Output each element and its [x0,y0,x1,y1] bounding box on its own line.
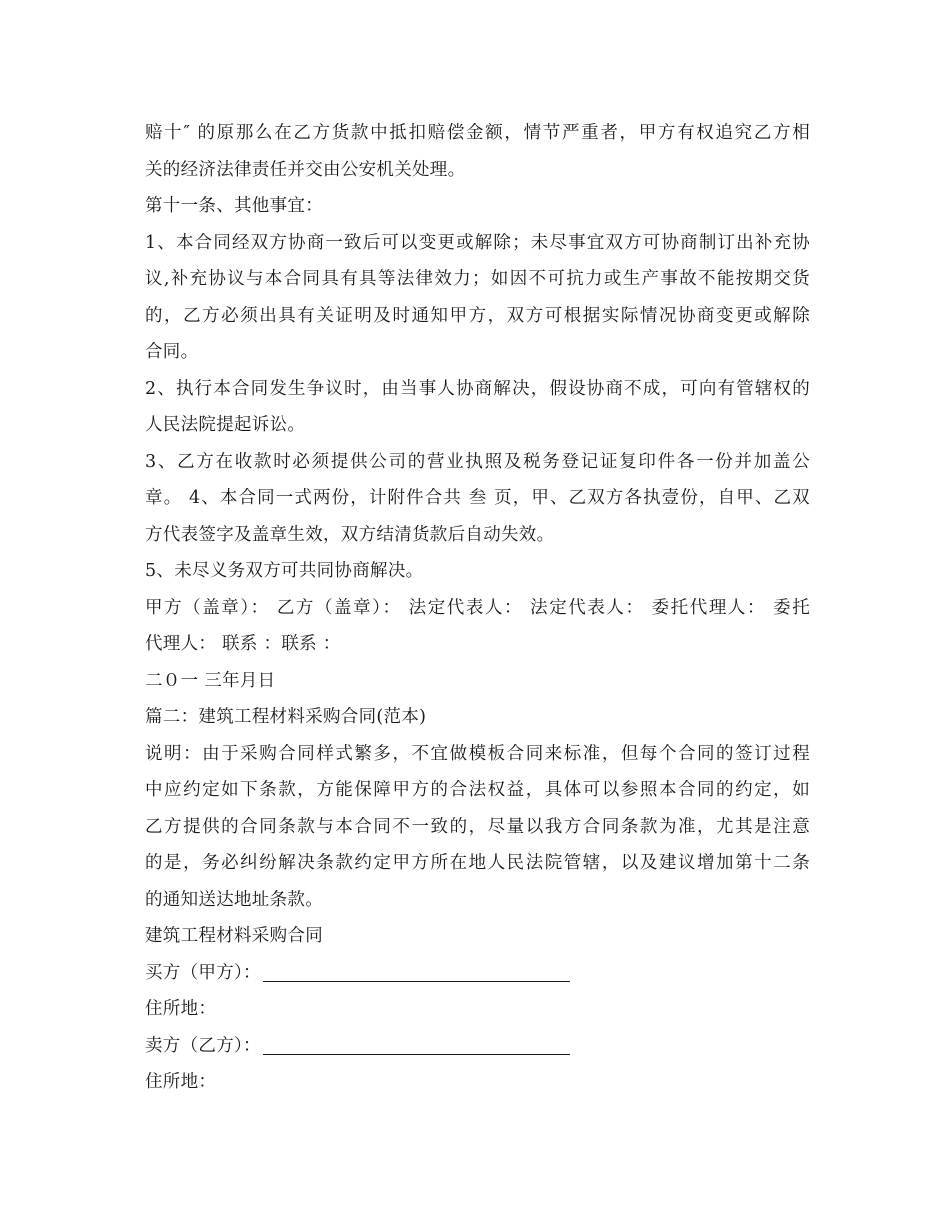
note-line: 中应约定如下条款，方能保障甲方的合法权益，具体可以参照本合同的约定，如 [145,780,810,800]
section-title: 篇二：建筑工程材料采购合同(范本) [145,707,427,727]
buyer-row [145,955,810,992]
buyer-label: 买方（甲方）： [145,962,261,983]
contract-title: 建筑工程材料采购合同 [145,926,323,946]
date-line: 二０一 三年月日 [145,670,276,691]
note-line: 乙方提供的合同条款与本合同不一致的，尽量以我方合同条款为准，尤其是注意 [145,816,810,837]
note-line: 的通知送达地址条款。 [145,889,323,910]
document-page [145,115,810,1101]
paragraph-line: 赔十″ 的原那么在乙方货款中抵扣赔偿金额，情节严重者，甲方有权追究乙方相 [145,123,810,143]
clause-line: 章。 4、本合同一式两份，计附件合共 叁 页，甲、乙双方各执壹份，自甲、乙双 [145,488,810,508]
clause-line: 合同。 [145,342,199,362]
signature-line: 代理人： 联系 ：联系 ： [145,634,341,654]
signature-line: 甲方（盖章）： 乙方（盖章）： 法定代表人： 法定代表人： 委托代理人： 委托 [145,597,810,618]
clause-line: 人民法院提起诉讼。 [145,415,306,435]
clause-line: 2、执行本合同发生争议时，由当事人协商解决，假设协商不成，可向有管辖权的 [145,378,810,399]
note-line: 的是，务必纠纷解决条款约定甲方所在地人民法院管辖，以及建议增加第十二条 [145,853,810,873]
clause-line: 1、本合同经双方协商一致后可以变更或解除；未尽事宜双方可协商制订出补充协 [145,232,810,253]
seller-name-blank[interactable] [263,1032,570,1055]
buyer-address-label: 住所地： [145,999,217,1019]
clause-line: 5、未尽义务双方可共同协商解决。 [145,561,424,581]
seller-address-label: 住所地： [145,1072,217,1092]
note-line: 说明：由于采购合同样式繁多，不宜做模板合同来标准，但每个合同的签订过程 [145,743,810,764]
paragraph-line: 关的经济法律责任并交由公安机关处理。 [145,159,466,180]
seller-row [145,1028,810,1065]
clause-line: 议,补充协议与本合同具有具等法律效力；如因不可抗力或生产事故不能按期交货 [145,269,810,289]
buyer-name-blank[interactable] [263,959,570,982]
clause-line: 方代表签字及盖章生效，双方结清货款后自动失效。 [145,524,555,545]
seller-label: 卖方（乙方）： [145,1035,261,1056]
article-heading: 第十一条、其他事宜： [145,196,323,216]
clause-line: 的，乙方必须出具有关证明及时通知甲方，双方可根据实际情况协商变更或解除 [145,305,810,326]
clause-line: 3、乙方在收款时必须提供公司的营业执照及税务登记证复印件各一份并加盖公 [145,451,810,472]
